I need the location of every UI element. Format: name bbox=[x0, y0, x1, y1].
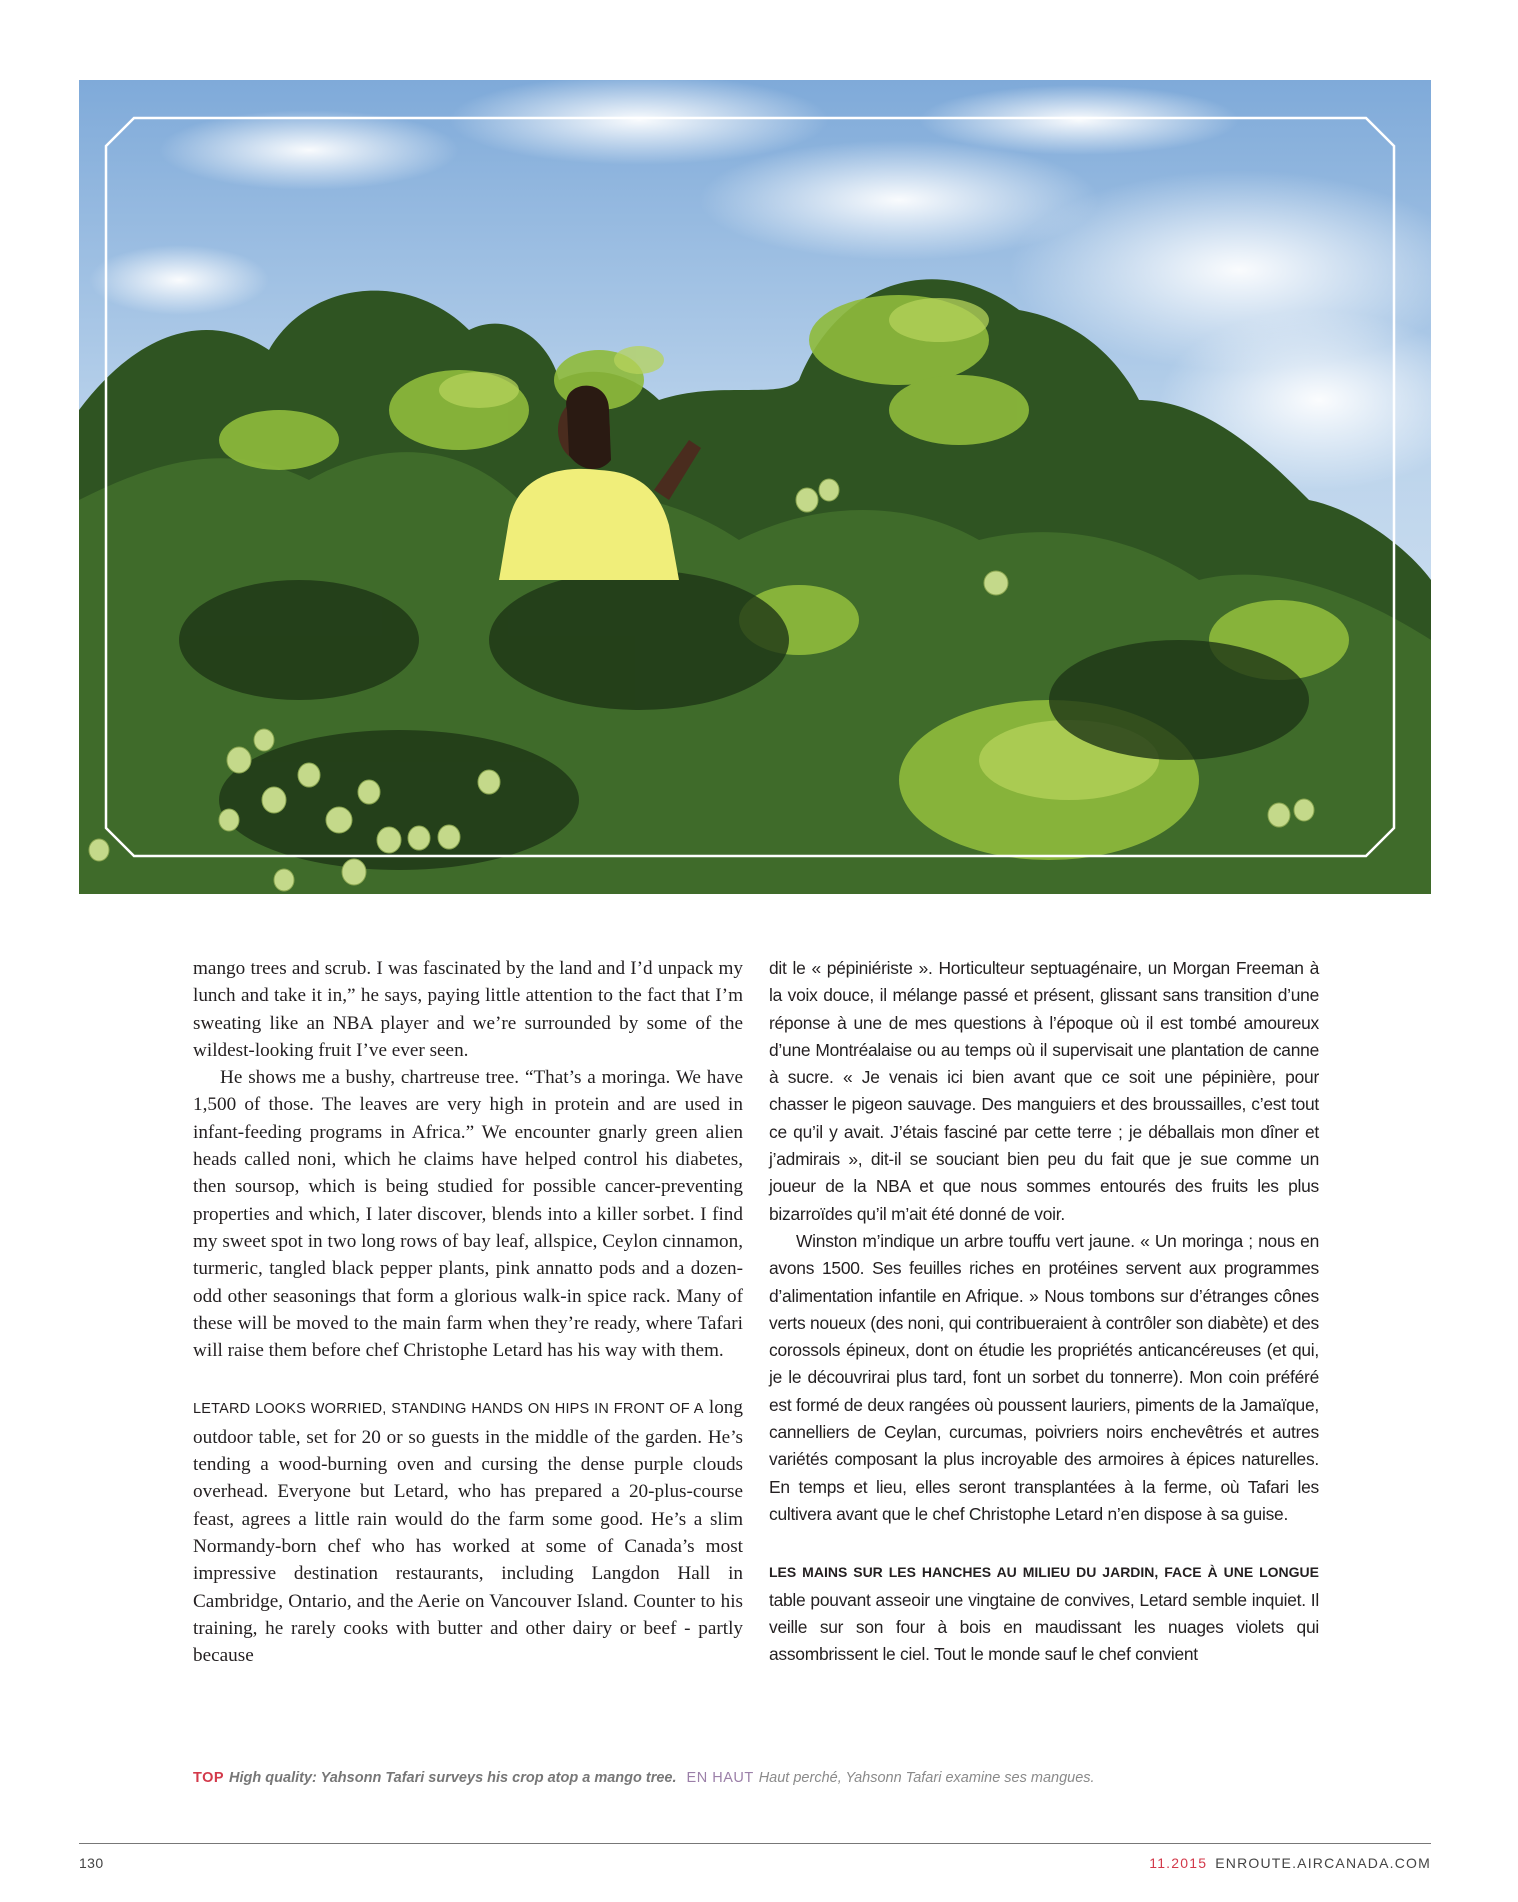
page-number: 130 bbox=[79, 1855, 104, 1871]
issue-date: 11.2015 bbox=[1149, 1855, 1208, 1871]
english-column bbox=[193, 955, 743, 1669]
fr-section-text: table pouvant asseoir une vingtaine de convives, Letard semble inquiet. Il veille sur son four à bois en maudissant les nuages violets qui assombrissent le ciel. Tout le monde sauf le chef convient bbox=[769, 1589, 1319, 1665]
en-paragraph-2: He shows me a bushy, chartreuse tree. “That’s a moringa. We have 1,500 of those. The leaves are very high in protein and are used in infant-feeding programs in Africa.” We encounter gnarly green alien heads called noni, which he claims have helped control his diabetes, then soursop, which is being studied for possible cancer-preventing properties and which, I later discover, blends into a killer sorbet. I find my sweet spot in two long rows of bay leaf, allspice, Ceylon cinnamon, turmeric, tangled black pepper plants, pink annatto pods and a dozen-odd other seasonings that form a glorious walk-in spice rack. Many of these will be moved to the main farm when they’re ready, where Tafari will raise them before chef Christophe Letard has his way with them. bbox=[193, 1067, 743, 1362]
site-url: ENROUTE.AIRCANADA.COM bbox=[1215, 1855, 1431, 1871]
caption-text-en: High quality: Yahsonn Tafari surveys his crop atop a mango tree. bbox=[229, 1770, 677, 1786]
photo-caption bbox=[193, 1770, 1313, 1786]
footer-rule bbox=[79, 1843, 1431, 1844]
footer-credit bbox=[1149, 1855, 1431, 1871]
fr-section-lead: LES MAINS SUR LES HANCHES AU MILIEU DU JARDIN, FACE À UNE LONGUE bbox=[769, 1564, 1319, 1581]
hero-photo bbox=[79, 80, 1431, 894]
en-section-lead: LETARD LOOKS WORRIED, STANDING HANDS ON HIPS IN FRONT OF A bbox=[193, 1401, 704, 1418]
french-column bbox=[769, 955, 1319, 1668]
caption-tag-en: TOP bbox=[193, 1770, 225, 1786]
caption-tag-fr: EN HAUT bbox=[686, 1770, 754, 1786]
fr-section-paragraph bbox=[769, 1558, 1319, 1668]
fr-paragraph-1: dit le « pépiniériste ». Horticulteur septuagénaire, un Morgan Freeman à la voix douce, il mélange passé et présent, glissant sans transition d’une réponse à une de mes questions à l’époque où il est tombé amoureux d’une Montréalaise ou au temps où il supervisait une plantation de canne à sucre. « Je venais ici bien avant que ce soit une pépinière, pour chasser le pigeon sauvage. Des manguiers et des broussailles, c’est tout ce qu’il y avait. J’étais fasciné par cette terre ; je déballais mon dîner et j’admirais », dit-il se souciant bien peu du fait que je sue comme un joueur de la NBA et que nous sommes entourés des fruits les plus bizarroïdes qu’il m’ait été donné de voir. bbox=[769, 958, 1319, 1224]
en-section-text: long outdoor table, set for 20 or so guests in the middle of the garden. He’s tending a wood-burning oven and cursing the dense purple clouds overhead. Everyone but Letard, who has prepared a 20-plus-course feast, agrees a little rain would do the farm some good. He’s a slim Normandy-born chef who has worked at some of Canada’s most impressive destination restaurants, including Langdon Hall in Cambridge, Ontario, and the Aerie on Vancouver Island. Counter to his training, he rarely cooks with butter and other dairy or beef - partly because bbox=[193, 1397, 743, 1667]
mango-tree-illustration bbox=[79, 80, 1431, 894]
fr-paragraph-2: Winston m’indique un arbre touffu vert jaune. « Un moringa ; nous en avons 1500. Ses feuilles riches en protéines servent aux programmes d’alimentation infantile en Afrique. » Nous tombons sur d’étranges cônes verts noueux (des noni, qui contribueraient à contrôler son diabète) et des corossols épineux, dont on étudie les propriétés anticancéreuses (et qui, je le découvrirai plus tard, font un sorbet du tonnerre). Mon coin préféré est formé de deux rangées où poussent lauriers, piments de la Jamaïque, cannelliers de Ceylan, curcumas, poivriers noirs enchevêtrés et autres variétés composant la plus incroyable des armoires à épices naturelles. En temps et lieu, elles seront transplantées à la ferme, où Tafari les cultivera avant que le chef Christophe Letard n’en dispose à sa guise. bbox=[769, 1230, 1319, 1524]
en-section-paragraph bbox=[193, 1394, 743, 1669]
en-paragraph-1: mango trees and scrub. I was fascinated by the land and I’d unpack my lunch and take it in,” he says, paying little attention to the fact that I’m sweating like an NBA player and we’re surrounded by some of the wildest-looking fruit I’ve ever seen. bbox=[193, 958, 743, 1061]
caption-text-fr: Haut perché, Yahsonn Tafari examine ses mangues. bbox=[758, 1770, 1095, 1786]
